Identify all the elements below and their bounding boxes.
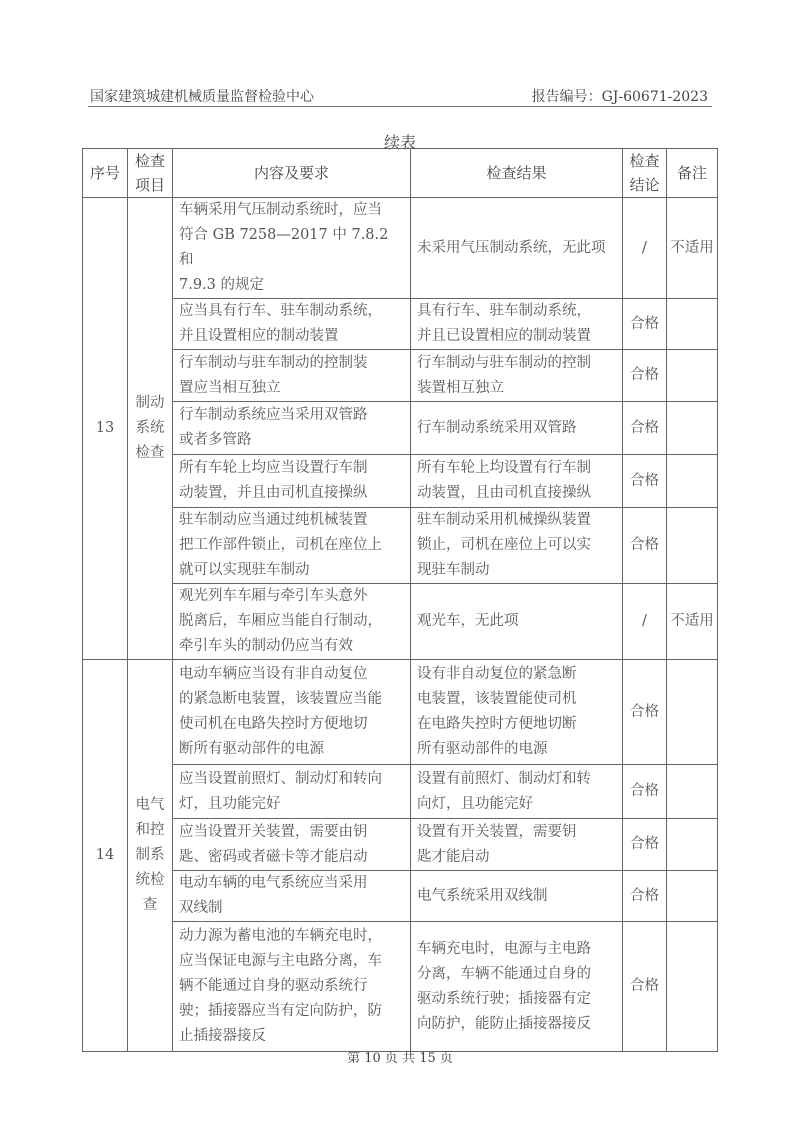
verdict-cell: 合格 xyxy=(623,660,667,765)
organization-name: 国家建筑城建机械质量监督检验中心 xyxy=(90,89,314,105)
row-number: 14 xyxy=(83,660,128,1052)
verdict-cell: 合格 xyxy=(623,350,667,402)
inspection-item: 制动 系统 检查 xyxy=(128,198,173,660)
requirement-cell: 应当设置前照灯、制动灯和转向 灯，且功能完好 xyxy=(173,765,411,819)
verdict-cell: / xyxy=(623,198,667,299)
note-cell xyxy=(667,299,718,350)
note-cell xyxy=(667,922,718,1052)
table-row xyxy=(83,198,718,299)
result-cell: 电气系统采用双线制 xyxy=(411,871,623,922)
requirement-cell: 行车制动与驻车制动的控制装 置应当相互独立 xyxy=(173,350,411,402)
note-cell xyxy=(667,508,718,584)
table-row xyxy=(83,765,718,819)
page-footer: 第 10 页 共 15 页 xyxy=(347,1051,453,1066)
verdict-cell: 合格 xyxy=(623,819,667,871)
result-cell: 观光车，无此项 xyxy=(411,584,623,660)
result-cell: 设有非自动复位的紧急断 电装置，该装置能使司机 在电路失控时方便地切断 所有驱动部件的电源 xyxy=(411,660,623,765)
result-cell: 所有车轮上均设置有行车制 动装置，且由司机直接操纵 xyxy=(411,455,623,508)
table-row xyxy=(83,299,718,350)
requirement-cell: 电动车辆的电气系统应当采用 双线制 xyxy=(173,871,411,922)
note-cell xyxy=(667,455,718,508)
row-number: 13 xyxy=(83,198,128,660)
table-row xyxy=(83,922,718,1052)
requirement-cell: 应当具有行车、驻车制动系统， 并且设置相应的制动装置 xyxy=(173,299,411,350)
note-cell: 不适用 xyxy=(667,198,718,299)
result-cell: 驻车制动采用机械操纵装置 锁止，司机在座位上可以实 现驻车制动 xyxy=(411,508,623,584)
verdict-cell: 合格 xyxy=(623,402,667,455)
verdict-cell: 合格 xyxy=(623,299,667,350)
result-cell: 行车制动与驻车制动的控制 装置相互独立 xyxy=(411,350,623,402)
table-row xyxy=(83,871,718,922)
requirement-cell: 行车制动系统应当采用双管路 或者多管路 xyxy=(173,402,411,455)
requirement-cell: 驻车制动应当通过纯机械装置 把工作部件锁止，司机在座位上 就可以实现驻车制动 xyxy=(173,508,411,584)
table-row xyxy=(83,508,718,584)
requirement-cell: 动力源为蓄电池的车辆充电时， 应当保证电源与主电路分离，车 辆不能通过自身的驱动系统行 驶；插接器应当有定向防护，防 止插接器接反 xyxy=(173,922,411,1052)
verdict-cell: 合格 xyxy=(623,455,667,508)
verdict-cell: 合格 xyxy=(623,871,667,922)
verdict-cell: 合格 xyxy=(623,922,667,1052)
result-cell: 设置有开关装置，需要钥 匙才能启动 xyxy=(411,819,623,871)
requirement-cell: 观光列车车厢与牵引车头意外 脱离后，车厢应当能自行制动， 牵引车头的制动仍应当有效 xyxy=(173,584,411,660)
table-row xyxy=(83,350,718,402)
inspection-table xyxy=(82,148,718,1052)
col-header-verdict: 检查 结论 xyxy=(623,149,667,198)
requirement-cell: 所有车轮上均应当设置行车制 动装置，并且由司机直接操纵 xyxy=(173,455,411,508)
verdict-cell: 合格 xyxy=(623,508,667,584)
note-cell xyxy=(667,871,718,922)
note-cell xyxy=(667,819,718,871)
col-header-requirement: 内容及要求 xyxy=(173,149,411,198)
result-cell: 行车制动系统采用双管路 xyxy=(411,402,623,455)
result-cell: 未采用气压制动系统，无此项 xyxy=(411,198,623,299)
report-number: 报告编号：GJ-60671-2023 xyxy=(531,89,708,105)
table-row xyxy=(83,660,718,765)
table-row xyxy=(83,455,718,508)
note-cell xyxy=(667,402,718,455)
table-row xyxy=(83,584,718,660)
requirement-cell: 应当设置开关装置，需要由钥 匙、密码或者磁卡等才能启动 xyxy=(173,819,411,871)
col-header-result: 检查结果 xyxy=(411,149,623,198)
requirement-cell: 车辆采用气压制动系统时，应当 符合 GB 7258—2017 中 7.8.2 和 7.9.3 的规定 xyxy=(173,198,411,299)
verdict-cell: 合格 xyxy=(623,765,667,819)
col-header-note: 备注 xyxy=(667,149,718,198)
note-cell: 不适用 xyxy=(667,584,718,660)
table-row xyxy=(83,402,718,455)
note-cell xyxy=(667,765,718,819)
table-row xyxy=(83,819,718,871)
result-cell: 具有行车、驻车制动系统， 并且已设置相应的制动装置 xyxy=(411,299,623,350)
result-cell: 车辆充电时，电源与主电路 分离，车辆不能通过自身的 驱动系统行驶；插接器有定 向防护，能防止插接器接反 xyxy=(411,922,623,1052)
requirement-cell: 电动车辆应当设有非自动复位 的紧急断电装置，该装置应当能 使司机在电路失控时方便地切 断所有驱动部件的电源 xyxy=(173,660,411,765)
col-header-item: 检查 项目 xyxy=(128,149,173,198)
header-divider xyxy=(88,106,712,107)
note-cell xyxy=(667,660,718,765)
note-cell xyxy=(667,350,718,402)
inspection-item: 电气 和控 制系 统检 查 xyxy=(128,660,173,1052)
verdict-cell: / xyxy=(623,584,667,660)
result-cell: 设置有前照灯、制动灯和转 向灯，且功能完好 xyxy=(411,765,623,819)
col-header-no: 序号 xyxy=(83,149,128,198)
table-caption: 续表 xyxy=(383,133,416,152)
table-header-row xyxy=(83,149,718,198)
